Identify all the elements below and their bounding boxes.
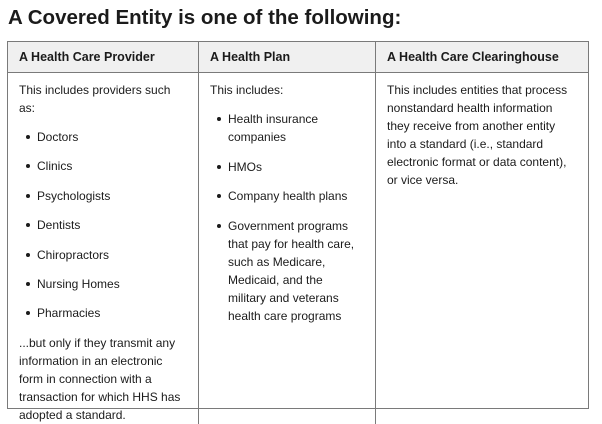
list-item: Dentists [19, 216, 187, 234]
health-plan-list [210, 110, 364, 325]
health-plan-cell [199, 73, 376, 424]
provider-cell [8, 73, 199, 424]
clearinghouse-text: This includes entities that process nonstandard health information they receive from another entity into a standard (i.e., standard electronic format or data content), or vice versa. [387, 83, 568, 187]
covered-entity-table [7, 41, 589, 422]
list-item: Psychologists [19, 187, 187, 205]
provider-intro: This includes providers such as: [19, 83, 171, 115]
list-item: Chiropractors [19, 246, 187, 264]
column-header-provider: A Health Care Provider [8, 42, 199, 73]
provider-outro: ...but only if they transmit any information in an electronic form in connection with a transaction for which HHS has adopted a standard. [19, 335, 181, 422]
health-plan-intro: This includes: [210, 83, 284, 97]
list-item: Clinics [19, 157, 187, 175]
list-item: Health insurance companies [210, 110, 364, 146]
column-header-health-plan: A Health Plan [199, 42, 376, 73]
list-item: Company health plans [210, 187, 364, 205]
list-item: Doctors [19, 128, 187, 146]
clearinghouse-cell [376, 73, 588, 424]
page-title: A Covered Entity is one of the following: [8, 6, 402, 29]
column-header-clearinghouse: A Health Care Clearinghouse [376, 42, 588, 73]
provider-list [19, 128, 187, 322]
list-item: Government programs that pay for health care, such as Medicare, Medicaid, and the military and veterans health care programs [210, 217, 364, 325]
list-item: Pharmacies [19, 304, 187, 322]
list-item: HMOs [210, 158, 364, 176]
list-item: Nursing Homes [19, 275, 187, 293]
